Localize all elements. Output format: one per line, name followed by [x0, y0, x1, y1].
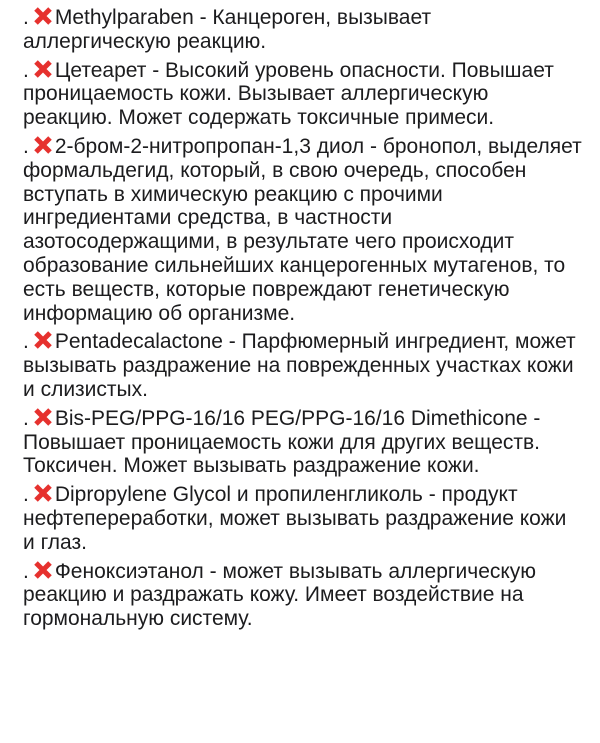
- list-item: [23, 134, 583, 325]
- bullet-dot: .: [23, 406, 29, 430]
- list-item: [23, 58, 583, 130]
- cross-mark-icon: [32, 58, 54, 80]
- bullet-dot: .: [23, 559, 29, 583]
- entry-text: 2-бром-2-нитропропан-1,3 диол - бронопол, выделяет формальдегид, который, в свою очередь, способен вступать в химическую реакцию с прочими ингредиентами средства, в частности азотосодержащими, в результате чего происходит образование сильнейших канцерогенных мутагенов, то есть веществ, которые повреждают генетическую информацию об организме.: [23, 134, 582, 325]
- bullet-dot: .: [23, 483, 29, 507]
- cross-mark-icon: [32, 559, 54, 581]
- bullet-dot: .: [23, 58, 29, 82]
- entry-text: Цетеарет - Высокий уровень опасности. Повышает проницаемость кожи. Вызывает аллергическую реакцию. Может содержать токсичные примеси.: [23, 58, 554, 130]
- list-item: [23, 559, 583, 631]
- list-item: [23, 406, 583, 478]
- entry-text: Methylparaben - Канцероген, вызывает аллергическую реакцию.: [23, 6, 432, 53]
- bullet-dot: .: [23, 330, 29, 354]
- bullet-dot: .: [23, 6, 29, 29]
- list-item: [23, 5, 583, 54]
- cross-mark-icon: [32, 406, 54, 428]
- entry-text: Pentadecalactone - Парфюмерный ингредиент, может вызывать раздражение на поврежденных участках кожи и слизистых.: [23, 330, 576, 401]
- entry-text: Феноксиэтанол - может вызывать аллергическую реакцию и раздражать кожу. Имеет воздействие на гормональную систему.: [23, 559, 537, 631]
- entry-text: Dipropylene Glycol и пропиленгликоль - продукт нефтепереработки, может вызывать раздражение кожи и глаз.: [23, 483, 567, 554]
- cross-mark-icon: [32, 482, 54, 504]
- cross-mark-icon: [32, 5, 54, 27]
- entry-text: Bis-PEG/PPG-16/16 PEG/PPG-16/16 Dimethicone - Повышает проницаемость кожи для других веществ. Токсичен. Может вызывать раздражение кожи.: [23, 406, 541, 478]
- ingredient-warning-list: [23, 5, 583, 635]
- list-item: [23, 329, 583, 401]
- bullet-dot: .: [23, 134, 29, 158]
- cross-mark-icon: [32, 329, 54, 351]
- cross-mark-icon: [32, 134, 54, 156]
- list-item: [23, 482, 583, 554]
